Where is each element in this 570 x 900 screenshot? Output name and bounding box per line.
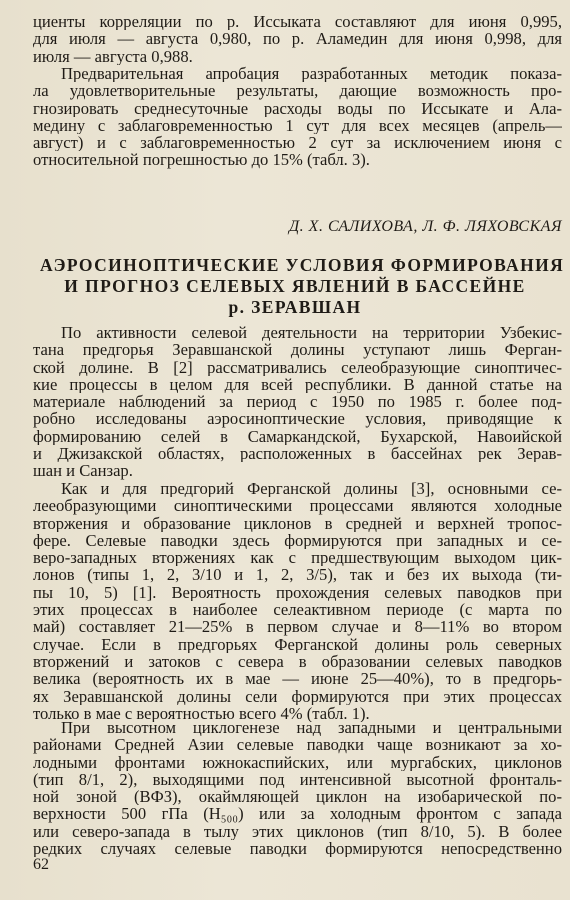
text-line: относительной погрешностью до 15% (табл. 3). bbox=[33, 151, 370, 169]
paragraph-cyclogenesis bbox=[33, 719, 562, 857]
text-line: июля — августа 0,988. bbox=[33, 47, 193, 65]
text-line: случае. Если в предгорьях Ферганской долины роль северных bbox=[33, 635, 562, 653]
article-authors: Д. Х. САЛИХОВА, Л. Ф. ЛЯХОВСКАЯ bbox=[289, 218, 562, 235]
text-line: лееобразующими синоптическими процессами являются холодные bbox=[33, 497, 562, 515]
text-line: этих процессах в наиболее селеактивном периоде (с марта по bbox=[33, 601, 562, 619]
text-line: робно исследованы аэросиноптические условия, приводящие к bbox=[33, 410, 562, 428]
text-line: шан и Санзар. bbox=[33, 462, 133, 480]
text-line: веро-западных вторжениях как с предшествующим выходом цик- bbox=[33, 549, 562, 567]
text-line: гнозировать среднесуточные расходы воды по Иссыкате и Ала- bbox=[33, 99, 562, 117]
text-line: для июля — августа 0,980, по р. Аламедин для июня 0,998, для bbox=[33, 30, 562, 48]
text-line: ной зоной (ВФЗ), окаймляющей циклон на изобарической по- bbox=[33, 788, 562, 806]
text-line: (тип 8/1, 2), выходящими под интенсивной высотной фронталь- bbox=[33, 770, 562, 789]
text-line: Как и для предгорий Ферганской долины [3], основными се- bbox=[61, 480, 562, 498]
text-line: ской долине. В [2] рассматривались селеобразующие синоптичес- bbox=[33, 358, 562, 376]
text-line: верхности 500 гПа (H₅₀₀) или за холодным фронтом с запада bbox=[33, 805, 562, 823]
text-line: При высотном циклогенезе над западными и центральными bbox=[61, 719, 562, 737]
title-line: АЭРОСИНОПТИЧЕСКИЕ УСЛОВИЯ ФОРМИРОВАНИЯ bbox=[40, 255, 565, 275]
paragraph-approbation bbox=[33, 65, 562, 169]
text-line: и Джизакской областях, расположенных в бассейнах рек Зерав- bbox=[33, 445, 562, 463]
text-line: лонов (типы 1, 2, 3/10 и 1, 2, 3/5), так и без их выхода (ти- bbox=[33, 566, 562, 584]
title-line: И ПРОГНОЗ СЕЛЕВЫХ ЯВЛЕНИЙ В БАССЕЙНЕ bbox=[64, 276, 526, 296]
text-line: материале наблюдений за период с 1950 по 1985 г. более под- bbox=[33, 393, 562, 411]
text-line: ла удовлетворительные результаты, дающие возможность про- bbox=[33, 82, 562, 100]
text-line: пы 10, 5) [1]. Вероятность прохождения селевых паводков при bbox=[33, 583, 562, 602]
text-line: кие процессы в целом для всей республики. В данной статье на bbox=[33, 375, 562, 394]
title-line: р. ЗЕРАВШАН bbox=[228, 297, 362, 317]
text-line: медину с заблаговременностью 1 сут для всех месяцев (апрель— bbox=[33, 116, 562, 135]
text-line: фере. Селевые паводки здесь формируются при западных и се- bbox=[33, 531, 562, 550]
text-line: По активности селевой деятельности на территории Узбекис- bbox=[61, 324, 562, 342]
article-title bbox=[40, 255, 565, 318]
text-line: август) и с заблаговременностью 2 сут за исключением июня с bbox=[33, 134, 562, 152]
text-line: Предварительная апробация разработанных методик показа- bbox=[61, 65, 562, 83]
text-line: май) составляет 21—25% в первом случае и 8—11% во втором bbox=[33, 618, 562, 636]
paragraph-correlation bbox=[33, 13, 562, 65]
text-line: циенты корреляции по р. Иссыката составляют для июня 0,995, bbox=[33, 13, 562, 31]
page-number: 62 bbox=[33, 856, 49, 873]
text-line: только в мае с вероятностью всего 4% (табл. 1). bbox=[33, 704, 370, 723]
text-line: вторжений и затоков с севера в образовании селевых паводков bbox=[33, 652, 562, 671]
text-line: или северо-запада в тылу этих циклонов (тип 8/10, 5). В более bbox=[33, 822, 562, 841]
text-line: лодными фронтами южнокаспийских, или мургабских, циклонов bbox=[33, 753, 562, 771]
text-line: формированию селей в Самаркандской, Бухарской, Навоийской bbox=[33, 427, 562, 446]
paragraph-processes bbox=[33, 480, 562, 722]
text-line: районами Средней Азии селевые паводки чаще возникают за хо- bbox=[33, 736, 562, 754]
text-line: ях Зеравшанской долины сели формируются при этих процессах bbox=[33, 687, 562, 705]
paragraph-intro bbox=[33, 324, 562, 480]
text-line: вторжения и образование циклонов в средней и верхней тропос- bbox=[33, 514, 562, 532]
text-line: тана предгорья Зеравшанской долины уступают лишь Ферган- bbox=[33, 341, 562, 359]
text-line: велика (вероятность их в мае — июне 25—40%), то в предгорь- bbox=[33, 670, 562, 688]
text-line: редких случаях селевые паводки формируются непосредственно bbox=[33, 840, 562, 858]
